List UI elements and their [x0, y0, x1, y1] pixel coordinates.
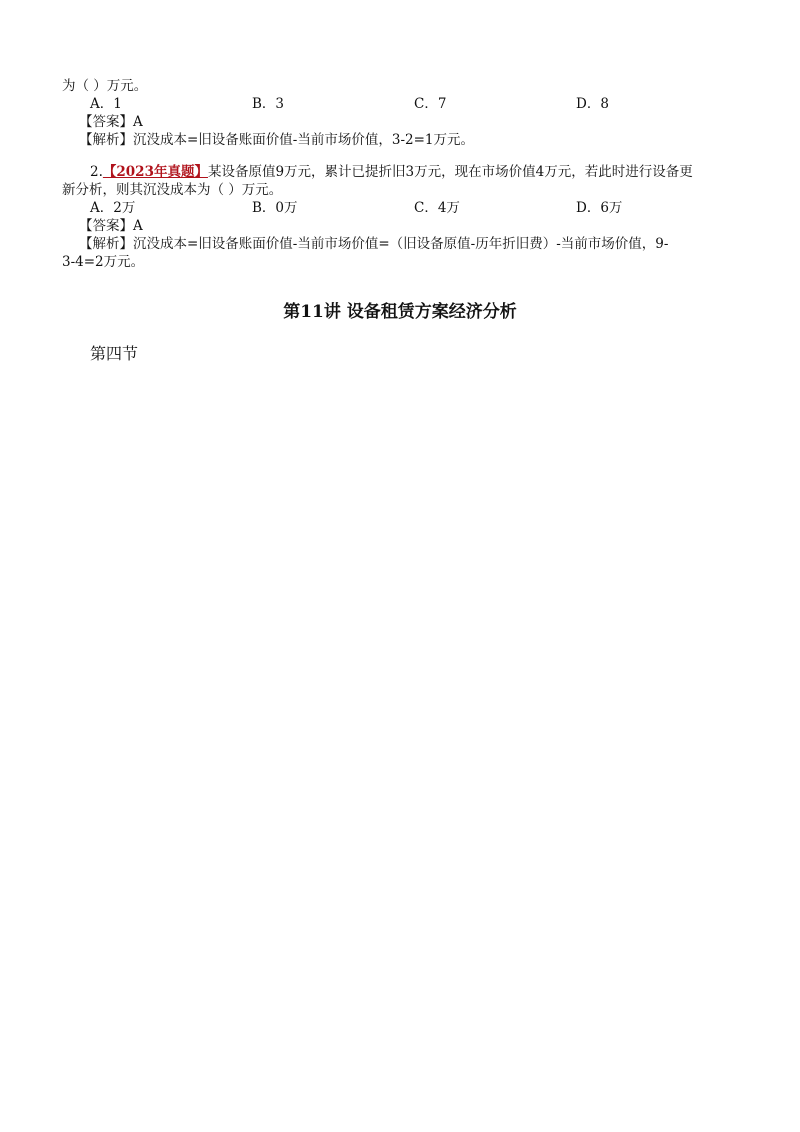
q2-exam-tag: 【2023年真题】 [102, 164, 208, 180]
section-heading: 第四节 [90, 344, 139, 363]
lecture-title: 第11讲 设备租赁方案经济分析 [283, 302, 517, 322]
q2-stem-text: 某设备原值9万元，累计已提折旧3万元，现在市场价值4万元，若此时进行设备更 [207, 164, 693, 180]
q1-option-b: B．3 [252, 96, 285, 112]
q2-stem-line2: 新分析，则其沉没成本为（ ）万元。 [62, 182, 283, 198]
q2-option-c: C．4万 [414, 200, 460, 216]
q1-option-c: C．7 [414, 96, 447, 112]
q1-answer: 【答案】A [79, 114, 143, 130]
q1-stem-tail: 为（ ）万元。 [62, 78, 148, 94]
q1-option-a: A．1 [90, 96, 122, 112]
q2-number: 2. [90, 164, 103, 180]
q2-option-d: D．6万 [576, 200, 623, 216]
q2-stem-line1 [90, 163, 693, 181]
q1-analysis: 【解析】沉没成本=旧设备账面价值-当前市场价值，3-2=1万元。 [79, 132, 475, 148]
q2-analysis-line1: 【解析】沉没成本=旧设备账面价值-当前市场价值=（旧设备原值-历年折旧费）-当前市场价值，9- [79, 236, 669, 252]
q2-option-b: B．0万 [252, 200, 298, 216]
q2-analysis-line2: 3-4=2万元。 [62, 254, 145, 270]
q2-answer: 【答案】A [79, 218, 143, 234]
q1-option-d: D．8 [576, 96, 609, 112]
q2-option-a: A．2万 [90, 200, 136, 216]
